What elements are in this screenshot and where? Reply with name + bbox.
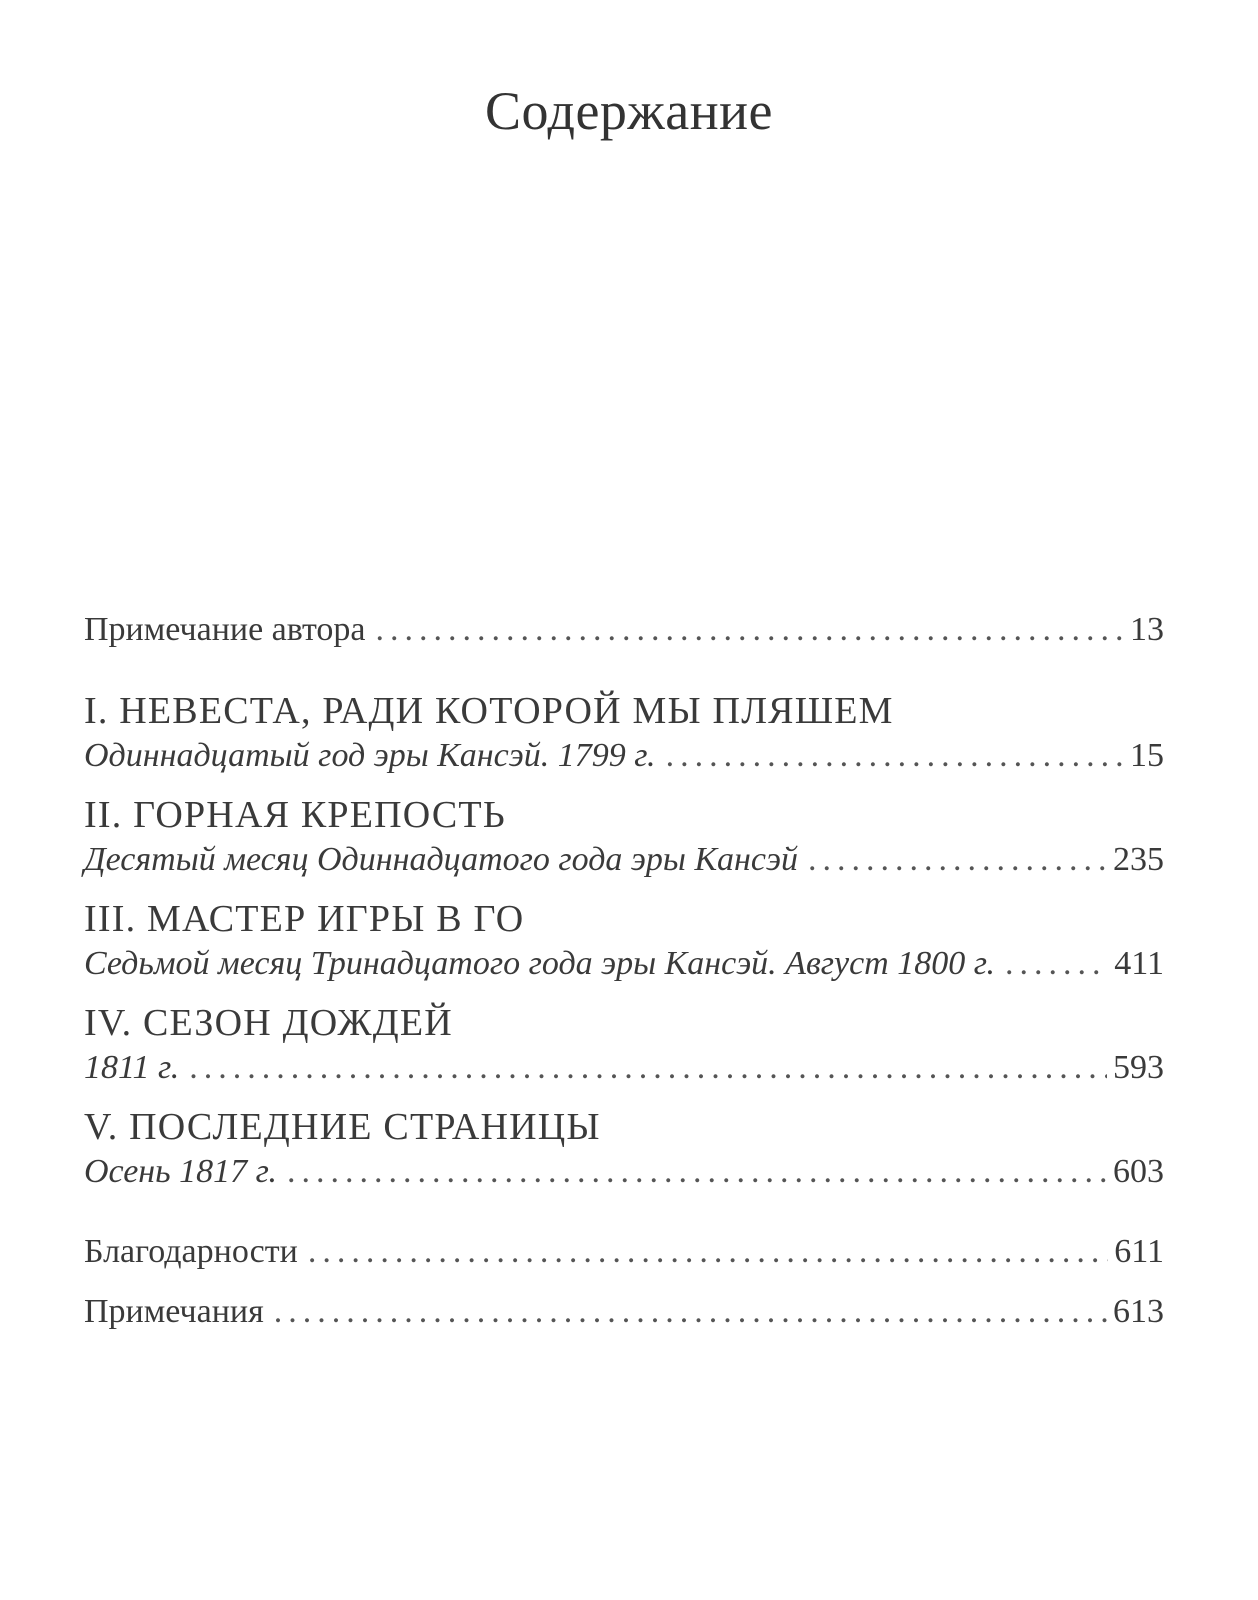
toc-page-number: 611 <box>1114 1233 1164 1270</box>
part-subtitle-row <box>84 838 1164 882</box>
toc-entry-acknowledgements[interactable] <box>84 1230 1164 1274</box>
dot-leader <box>274 1290 1107 1334</box>
toc-page-number: 593 <box>1113 1049 1164 1086</box>
toc-entry-label: Благодарности <box>84 1233 298 1270</box>
toc-part-2[interactable] <box>84 792 1164 882</box>
part-subtitle-row <box>84 1046 1164 1090</box>
part-subtitle: Десятый месяц Одиннадцатого года эры Кансэй <box>84 841 798 878</box>
dot-leader <box>308 1230 1108 1274</box>
dot-leader <box>808 838 1107 882</box>
toc-page-number: 13 <box>1130 611 1164 648</box>
toc-entry-author-note[interactable] <box>84 608 1164 652</box>
toc-page-number: 613 <box>1113 1293 1164 1330</box>
toc-entry-label: Примечания <box>84 1293 264 1330</box>
part-title: V. ПОСЛЕДНИЕ СТРАНИЦЫ <box>84 1106 601 1148</box>
dot-leader <box>287 1150 1107 1194</box>
part-title: IV. СЕЗОН ДОЖДЕЙ <box>84 1002 453 1044</box>
toc-page-number: 411 <box>1114 945 1164 982</box>
toc-part-4[interactable] <box>84 1000 1164 1090</box>
toc-page-number: 235 <box>1113 841 1164 878</box>
dot-leader <box>375 608 1124 652</box>
part-subtitle: Осень 1817 г. <box>84 1153 277 1190</box>
part-title: I. НЕВЕСТА, РАДИ КОТОРОЙ МЫ ПЛЯШЕМ <box>84 690 894 732</box>
page-title: Содержание <box>485 81 773 141</box>
table-of-contents <box>84 608 1164 1334</box>
toc-page-number: 603 <box>1113 1153 1164 1190</box>
part-subtitle-row <box>84 942 1164 986</box>
toc-page-number: 15 <box>1130 737 1164 774</box>
toc-part-3[interactable] <box>84 896 1164 986</box>
part-subtitle: 1811 г. <box>84 1049 180 1086</box>
dot-leader <box>666 734 1124 778</box>
toc-part-1[interactable] <box>84 688 1164 778</box>
toc-entry-notes[interactable] <box>84 1290 1164 1334</box>
part-title: III. МАСТЕР ИГРЫ В ГО <box>84 898 525 940</box>
part-subtitle: Седьмой месяц Тринадцатого года эры Кансэй. Август 1800 г. <box>84 945 996 982</box>
part-subtitle: Одиннадцатый год эры Кансэй. 1799 г. <box>84 737 656 774</box>
part-title: II. ГОРНАЯ КРЕПОСТЬ <box>84 794 506 836</box>
dot-leader <box>1005 942 1108 986</box>
toc-part-5[interactable] <box>84 1104 1164 1194</box>
dot-leader <box>189 1046 1107 1090</box>
part-subtitle-row <box>84 734 1164 778</box>
part-subtitle-row <box>84 1150 1164 1194</box>
toc-entry-label: Примечание автора <box>84 611 366 648</box>
